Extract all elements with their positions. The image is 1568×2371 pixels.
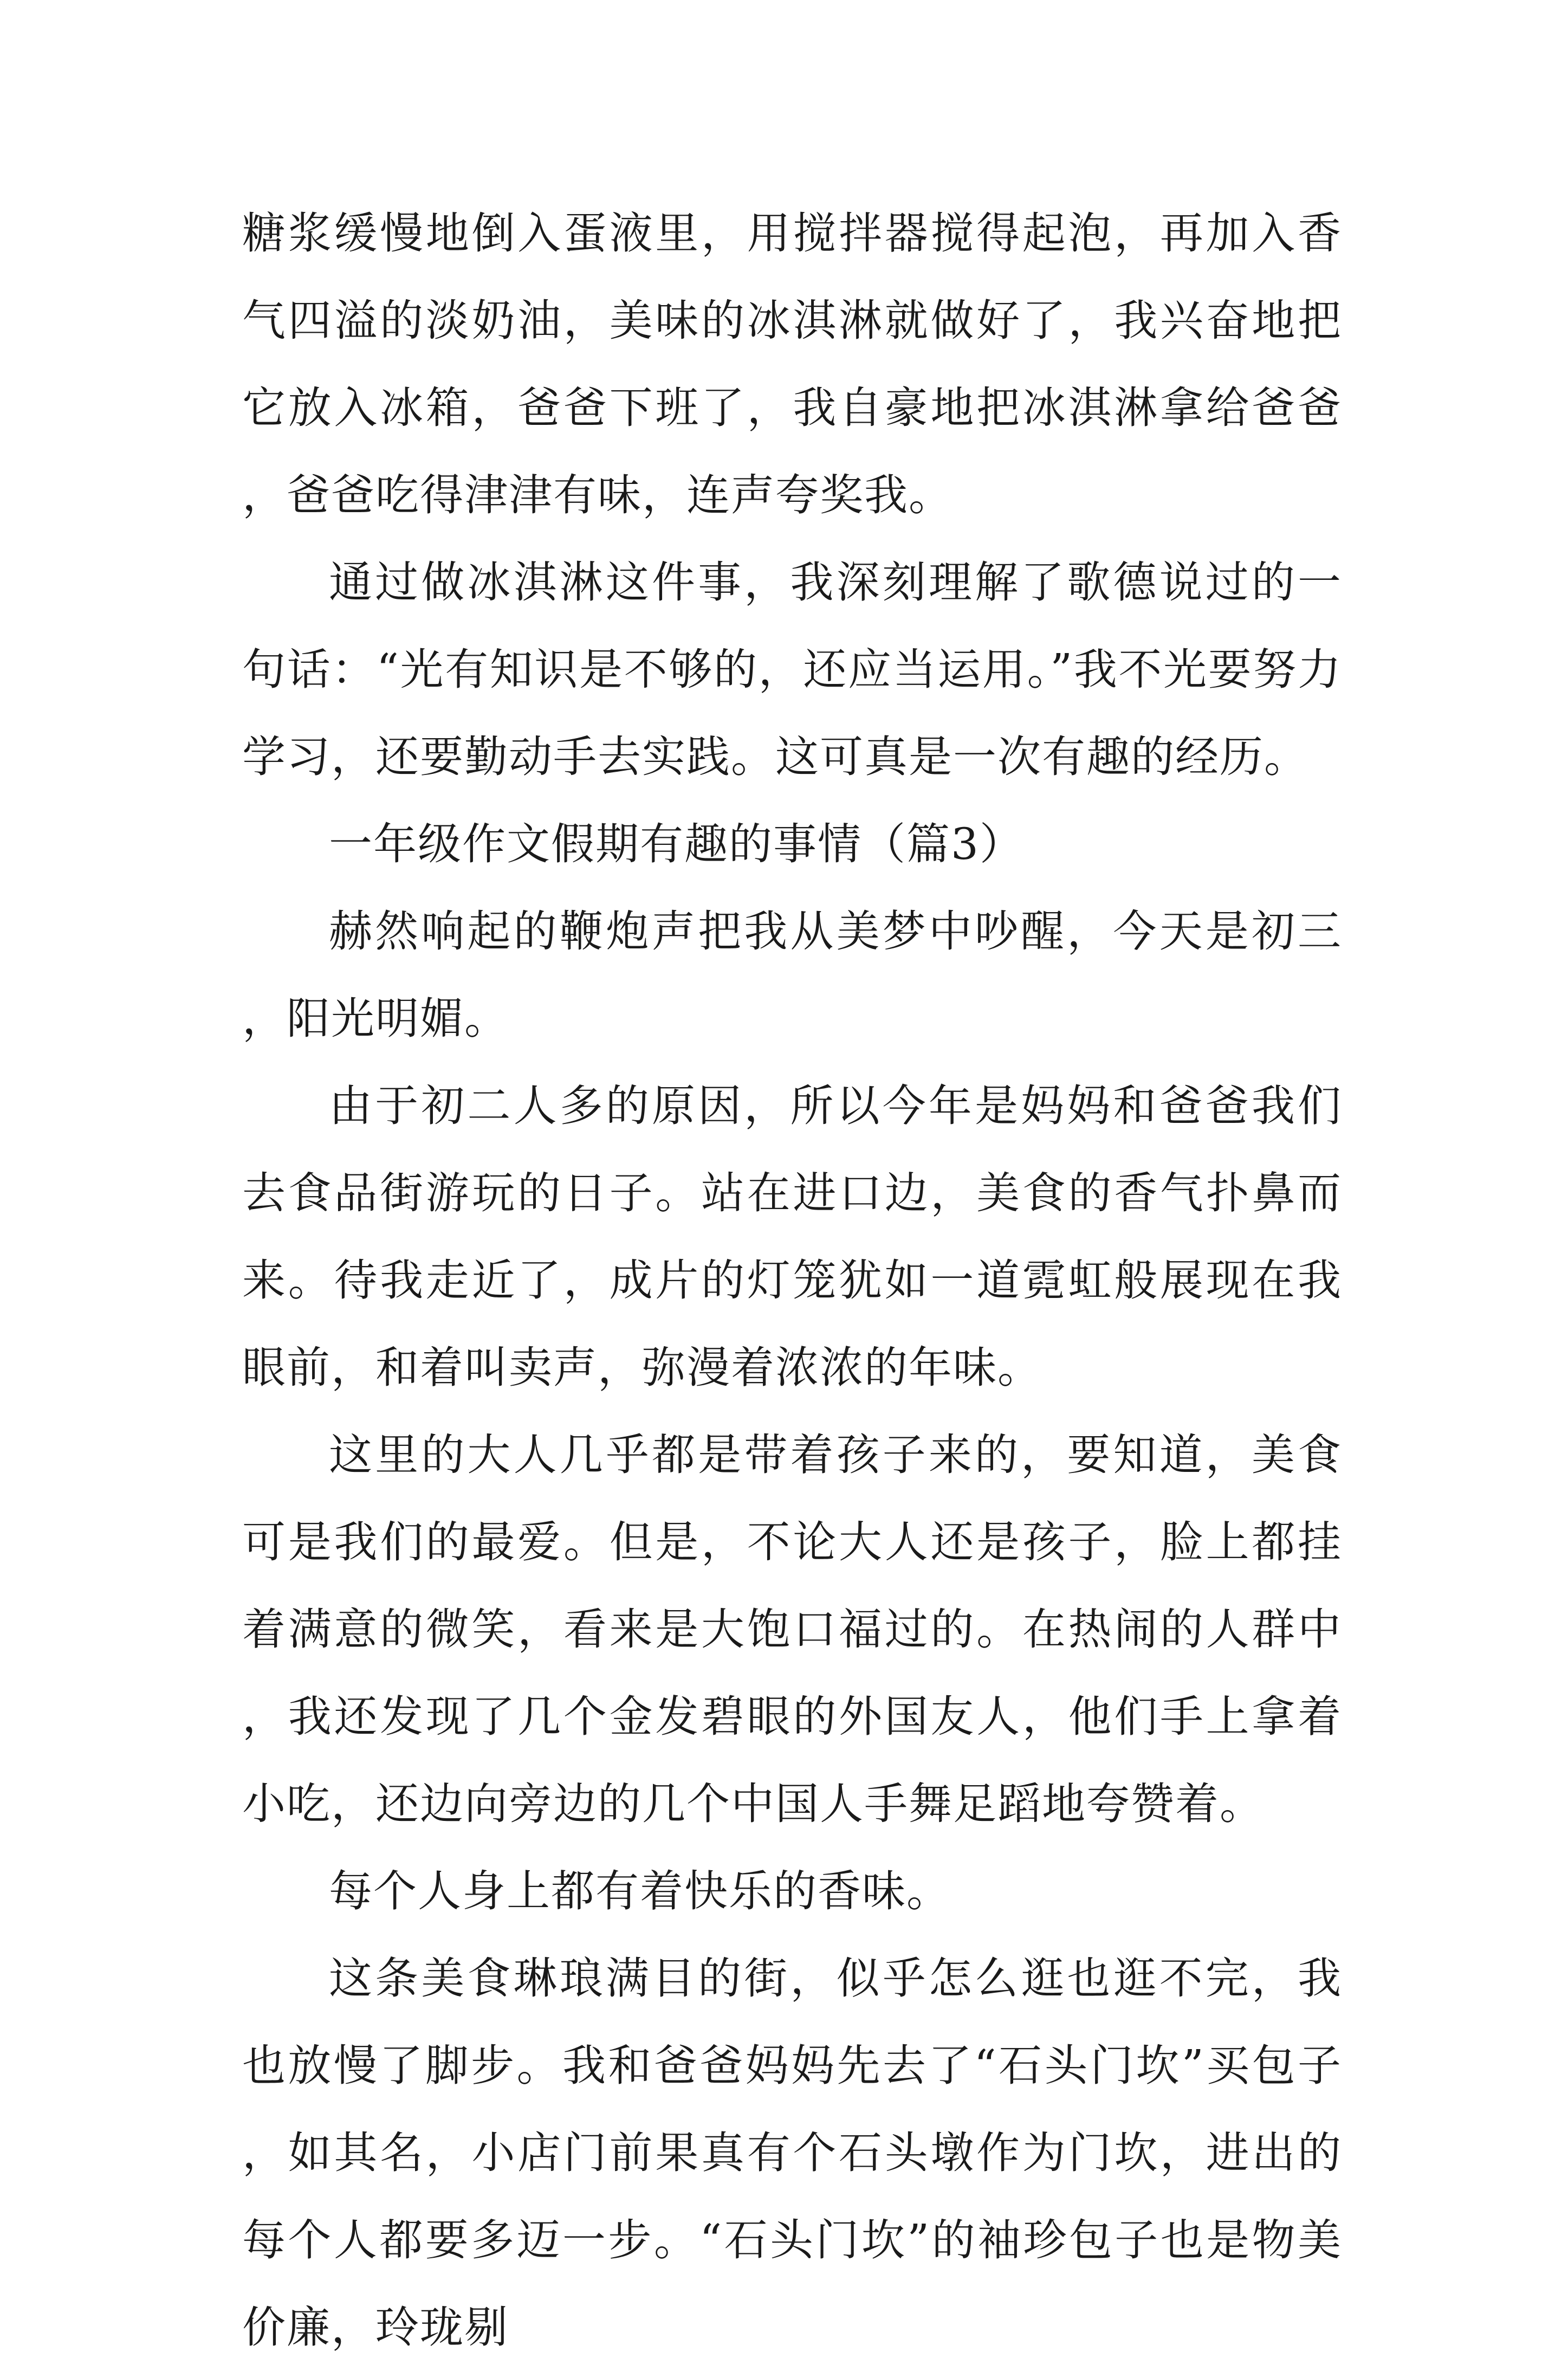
paragraph-2: 通过做冰淇淋这件事，我深刻理解了歌德说过的一句话：“光有知识是不够的，还应当运用。”我不光要努力学习，还要勤动手去实践。这可真是一次有趣的经历。: [242, 557, 1342, 782]
paragraph-5: 由于初二人多的原因，所以今年是妈妈和爸爸我们去食品街游玩的日子。站在进口边，美食的香气扑鼻而来。待我走近了，成片的灯笼犹如一道霓虹般展现在我眼前，和着叫卖声，弥漫着浓浓的年味。: [242, 1081, 1342, 1393]
document-body: [242, 190, 1342, 2371]
paragraph-8: 这条美食琳琅满目的街，似乎怎么逛也逛不完，我也放慢了脚步。我和爸爸妈妈先去了“石头门坎”买包子，如其名，小店门前果真有个石头墩作为门坎，进出的每个人都要多迈一步。“石头门坎”的袖珍包子也是物美价廉，玲珑剔: [242, 1953, 1342, 2353]
paragraph-6: 这里的大人几乎都是带着孩子来的，要知道，美食可是我们的最爱。但是，不论大人还是孩子，脸上都挂着满意的微笑，看来是大饱口福过的。在热闹的人群中，我还发现了几个金发碧眼的外国友人，他们手上拿着小吃，还边向旁边的几个中国人手舞足蹈地夸赞着。: [242, 1430, 1342, 1829]
paragraph-7: 每个人身上都有着快乐的香味。: [329, 1866, 951, 1916]
section-heading: 一年级作文假期有趣的事情（篇3）: [329, 819, 1024, 869]
paragraph-1: 糖浆缓慢地倒入蛋液里，用搅拌器搅得起泡，再加入香气四溢的淡奶油，美味的冰淇淋就做好了，我兴奋地把它放入冰箱，爸爸下班了，我自豪地把冰淇淋拿给爸爸，爸爸吃得津津有味，连声夸奖我。: [242, 208, 1342, 520]
paragraph-4: 赫然响起的鞭炮声把我从美梦中吵醒，今天是初三，阳光明媚。: [242, 906, 1342, 1044]
